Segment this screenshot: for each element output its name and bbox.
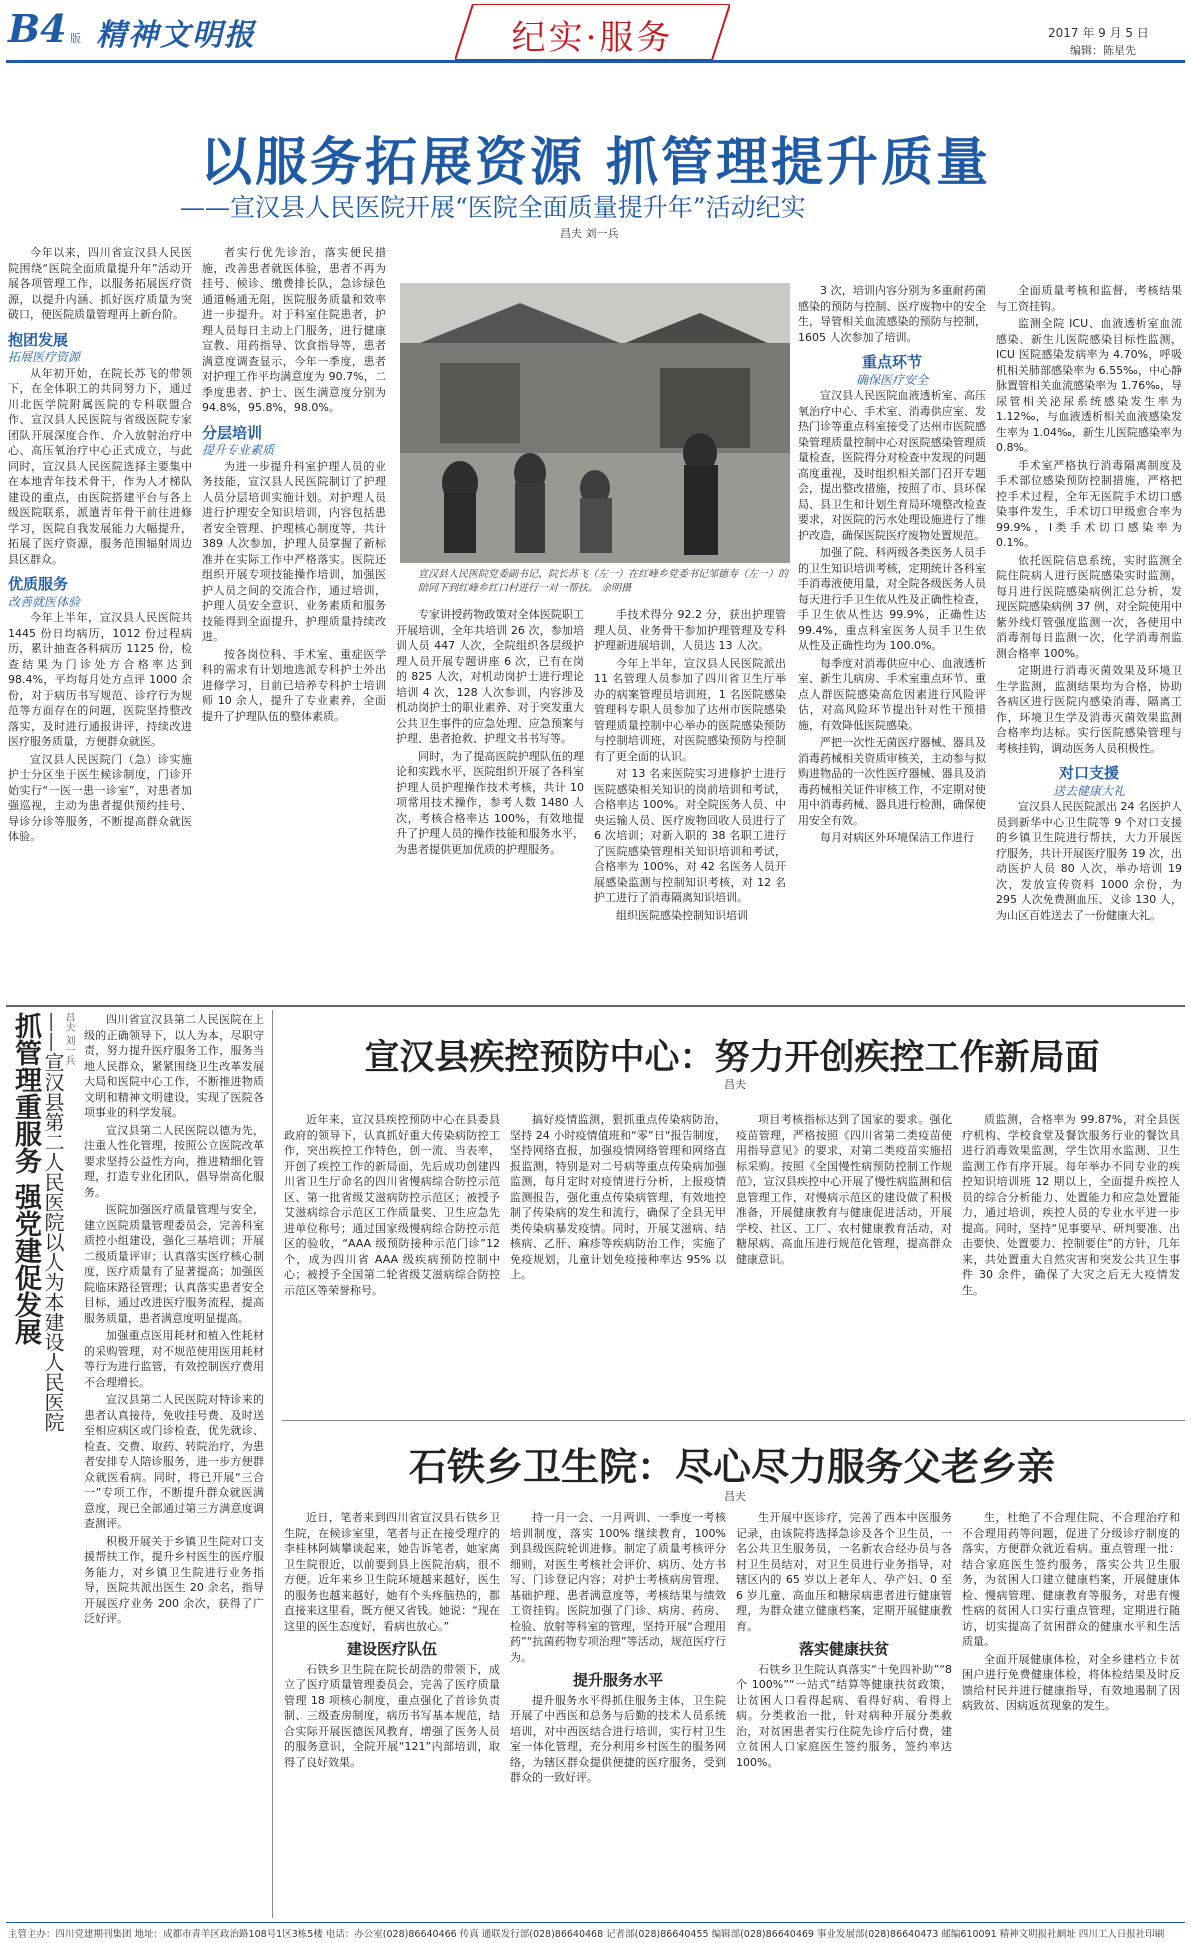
footer-info: 主管主办：四川党建期刊集团 地址：成都市青羊区政治路108号1区3栋5楼 电话：办公室(028)86640466 传真 通联发行部(028)86640468 记者部(028)86640455 编辑部(028)86640469 事业发展部(028)86640473 邮编610091 精神文明报社網址 四川工人日报社印刷 <box>8 1929 1165 1940</box>
article2-column <box>84 1012 264 1917</box>
article2-divider <box>272 1010 273 1918</box>
paragraph: 宣汉县人民医院血液透析室、高压氧治疗中心、手术室、消毒供应室、发热门诊等重点科室接受了达州市医院感染管理质量控制中心对医院感染管理质量检查，医院得分对检查中发现的问题高度重视，及时组织相关部门召开专题会，提出整改措施，按照了市、县环保局、县卫生和计划生育局环境整改检查要求，对医院的污水处理设施进行了维护改造，确保医院医疗废物处置规范。 <box>798 389 986 542</box>
article2-vertical-subtitle: ——宣汉县第二人民医院以人为本建设人民医院 <box>41 1012 65 1432</box>
subhead-key-links: 重点环节 <box>861 353 922 371</box>
paragraph: 对 13 名来医院实习进修护士进行医院感染相关知识的岗前培训和考试，合格率达 100%。对全院医务人员、中央运输人员、医疗废物回收人员进行了 6 次培训；对新入职的 38 名职工进行了医院感染管理相关知识培训和考试，合格率为 100%，对 42 名医务人员开展感染监测与控制知识考核，对 12 名护工进行了消毒隔离知识培训。 <box>594 767 786 904</box>
paragraph: 者实行优先诊治，落实便民措施，改善患者就医体验，患者不再为挂号、候诊、缴费排长队，急诊绿色通道畅通无阻，医院服务质量和效率进一步提升。对于科室住院患者，护理人员每日主动上门服务，进行健康宣教、用药指导、饮食指导等，患者满意度调查显示，今年一季度，患者对护理工作平均满意度为 90.7%，二季度患者、护士、医生满意度分别为 94.8%，95.8%，98.0%。 <box>202 246 386 414</box>
paragraph: 专家讲授药物政策对全体医院职工开展培训，全年共培训 26 次，参加培训人员 447 人次，全院组织各层级护理人员开展专题讲座 6 次，已有在岗的 825 人次，对机动岗护士进行理论培训 4 次，128 人次参训，内容涉及机动岗护士的职业素养、对于突发重大公共卫生事件的应急处理、应急预案与护理、患者抢救、护理文书书写等。 <box>396 608 584 745</box>
paragraph: 今年上半年，宣汉县人民医院共 1445 份日均病历，1012 份过程病历，累计抽查各科病历 1125 份，检查结果为门诊处方合格率达到 98.4%，平均每月处方点评 1000 余份，对于病历书写规范、诊疗行为规范等方面存在的问题，医院坚持整改落实，及时进行通报讲评，持续改进医疗服务质量，方便群众就医。 <box>8 611 192 748</box>
photo-caption: 宣汉县人民医院党委副书记、院长苏飞（左一）在红峰乡党委书记邹德寿（左一）的陪同下到红峰乡红口村进行一对一帮扶。 余明摄 <box>418 569 788 594</box>
subhead-quality-service-sub: 改善就医体验 <box>8 594 81 609</box>
issue-date: 2017 年 9 月 5 日 <box>1048 26 1149 40</box>
page-number: B4 <box>8 6 67 51</box>
paragraph: 医院加强医疗质量管理与安全，建立医院质量管理委员会，完善科室质控小组建设，强化三基培训；开展二级质量评审；认真落实医疗核心制度，医疗质量有了显著提高；加强医院临床路径管理；认真落实患者安全目标，通过改进医疗服务流程，提高服务质量，患者满意度明显提高。 <box>84 1203 264 1325</box>
paragraph: 宣汉县人民医院派出 24 名医护人员到新华中心卫生院等 9 个对口支援的乡镇卫生院进行帮扶，大力开展医疗服务，共计开展医疗服务 19 次，出动医护人员 80 人次，举办培训 19 次，发放宣传资料 1000 余份，为 295 人次免费测血压、义诊 130 人，为山区百姓送去了一份健康大礼。 <box>996 800 1182 922</box>
paragraph: 手术室严格执行消毒隔离制度及手术部位感染预防控制措施，严格把控手术过程，全年无医院手术切口感染事件发生，手术切口甲级愈合率为 99.9%，Ⅰ类手术切口感染率为 0.1%。 <box>996 458 1182 549</box>
paragraph: 近日，笔者来到四川省宣汉县石铁乡卫生院，在候诊室里，笔者与正在接受理疗的李桂林阿姨攀谈起来，她告诉笔者，她家离卫生院很近，以前要到县上医院治病，很不方便。近年来乡卫生院环境越来越好，医生的服务也越来越好，她有个头疼脑热的，都直接来这里看，既方便又省钱。她说：“现在这里的医生态度好，看病也放心。” <box>284 1511 500 1633</box>
paragraph: 宣汉县第二人民医院对特诊来的患者认真接待，免收挂号费、及时送至相应病区或门诊检查，优先就诊、检查、交费、取药、转院治疗，为患者安排专人陪诊服务，进一步方便群众就医看病。同时，将已开展“三合一”专项工作，不断提升群众就医满意度，现已全部通过第三方满意度调查测评。 <box>84 1393 264 1530</box>
article3-column-2 <box>510 1112 726 1412</box>
article4-column-1 <box>284 1510 500 1918</box>
paragraph: 宣汉县人民医院门（急）诊实施护士分区坐于医生候诊制度，门诊开始实行“一医一患一诊室”，对患者加强巡视，主动为患者提供预约挂号、导诊分诊等服务，不断提高群众就医体验。 <box>8 752 192 843</box>
section-title: 纪实·服务 <box>511 18 674 58</box>
article3-column-4 <box>962 1112 1180 1412</box>
paragraph: 手技术得分 92.2 分，获出护理管理人员、业务骨干参加护理管理及专科护理新进展培训，人员达 13 人次。 <box>594 608 786 652</box>
subhead-health-poverty: 落实健康扶贫 <box>798 1640 889 1658</box>
article1-column-3 <box>396 607 584 993</box>
paragraph: 质监测，合格率为 99.87%，对全县医疗机构、学校食堂及餐饮服务行业的餐饮具进行消毒效果监测，学生饮用水监测、卫生监测工作有序开展。每年举办不同专业的疾控知识培训班 12 期以上，全面提升疾控人员的综合分析能力、处置能力和应急处置能力，通过培训，疾控人员的专业水平进一步提高。同时，坚持“见事要早、研判要准、出击要快、处置要力、控制要住”的方针，几年来，共处置重大自然灾害和突发公共卫生事件 30 余件，确保了大灾之后无大疫情发生。 <box>962 1113 1180 1297</box>
page-number-suffix: 版 <box>70 32 81 45</box>
article1-byline: 昌夫 刘一兵 <box>560 227 619 240</box>
paragraph: 全面质量考核和监督，考核结果与工资挂钩。 <box>996 284 1182 313</box>
paragraph: 生，杜绝了不合理住院、不合理治疗和不合理用药等问题，促进了分级诊疗制度的落实，方便群众就近看病。重点管理一批：结合家庭医生签约服务，落实公共卫生服务，为贫困人口建立健康档案，开展健康体检、慢病管理、健康教育等服务，对患有慢性病的贫困人口实行重点管理，定期进行随访，切实提高了贫困群众的健康水平和生活质量。 <box>962 1511 1180 1648</box>
subhead-support-sub: 送去健康大礼 <box>1052 783 1125 798</box>
paragraph: 每月对病区外环境保洁工作进行 <box>820 831 974 844</box>
article3-column-1 <box>284 1112 500 1412</box>
article1-column-4 <box>594 607 786 993</box>
paragraph: 积极开展关于乡镇卫生院对口支援帮扶工作，提升乡村医生的医疗服务能力，对乡镇卫生院进行业务指导，医院共派出医生 20 余名，指导开展医疗业务 200 余次，获得了广泛好评。 <box>84 1534 264 1625</box>
article1-intro: 今年以来，四川省宣汉县人民医院围绕“医院全面质量提升年”活动开展各项管理工作，以服务拓展医疗资源，以提升内涵、抓好医疗质量为突破口，使医院质量管理再上新台阶。 <box>8 246 192 321</box>
article1-column-6 <box>996 283 1182 993</box>
subhead-support: 对口支援 <box>1058 764 1119 782</box>
paragraph: 严把一次性无菌医疗器械、器具及消毒药械相关资质审核关，主动参与拟购进物品的一次性医疗器械、器具及消毒药械相关证件审核工作，不定期对使用中消毒药械、器具进行检测，确保使用安全有效。 <box>798 736 986 827</box>
editor-credit: 编辑：陈星先 <box>1070 44 1136 57</box>
paragraph: 近年来，宣汉县疾控预防中心在县委县政府的领导下，认真抓好重大传染病防控工作，突出疾控工作特色，创一流、当表率，开创了疾控工作的新局面，先后成功创建四川省卫生厅命名的四川省慢病综合防控示范区、第一批省级艾滋病防控示范区；被授予艾滋病综合示范区工作质量奖、卫生应急先进单位称号；通过国家级慢病综合防控示范区的验收，“AAA 级预防接种示范门诊”12 个，成为四川省 AAA 级疾病预防控制中心；被授予全国第二轮省级艾滋病综合防控示范区等荣誉称号。 <box>284 1113 500 1297</box>
paper-name: 精神文明报 <box>96 18 256 53</box>
article3-title: 宣汉县疾控预防中心：努力开创疾控工作新局面 <box>364 1037 1100 1078</box>
paragraph: 宣汉县第二人民医院以德为先，注重人性化管理，按照公立医院改革要求坚持公益性方向，推进精细化管理，打造专业化团队，倡导崇高化服务。 <box>84 1123 264 1199</box>
paragraph: 加强了院、科两级各类医务人员手的卫生知识培训考核，定期统计各科室手消毒液使用量，对全院各级医务人员每天进行手卫生依从性及正确性检查，手卫生依从性达 99.9%，正确性达 99.4%，重点科室医务人员手卫生依从性及正确性均为 100.0%。 <box>798 546 986 652</box>
page-header <box>0 0 1191 68</box>
paragraph: 依托医院信息系统，实时监测全院住院病人进行医院感染实时监测，每月进行医院感染病例汇总分析，发现医院感染病例 37 例，对全院使用中紫外线灯管强度监测一次，各使用中消毒剂每日监测一次，化学消毒剂监测合格率 100%。 <box>996 553 1182 660</box>
article4-byline: 昌夫 <box>724 1490 746 1503</box>
paragraph: 定期进行消毒灭菌效果及环境卫生学监测，监测结果均为合格，协助各病区进行医院内感染消毒、隔离工作，环境卫生学及消毒灭菌效果监测合格率均达标。实行医院感染管理与考核挂钩，调动医务人员积极性。 <box>996 664 1182 755</box>
article4-column-3 <box>736 1510 952 1918</box>
article3-column-3 <box>736 1112 952 1412</box>
paragraph: 石铁乡卫生院认真落实“十免四补助”“8 个 100%”“一站式”结算等健康扶贫政策，让贫困人口看得起病、看得好病、看得上病。分类救治一批，针对病种开展分类救治，对贫困患者实行住院先诊疗后付费，建立贫困人口家庭医生签约服务，签约率达 100%。 <box>736 1662 952 1769</box>
paragraph: 生开展中医诊疗，完善了西本中医服务记录，由该院将选择急诊及各个卫生员，一名公共卫生服务员，一名新农合经办员与各村卫生员结对，对卫生员进行业务指导，对辖区内的 65 岁以上老年人、孕产妇、0 至 6 岁儿童、高血压和糖尿病患者进行健康管理，为群众建立健康档案，定期开展健康教育。 <box>736 1511 952 1633</box>
footer-rule <box>6 1922 1185 1923</box>
paragraph: 全面开展健康体检，对全乡建档立卡贫困户进行免费健康体检，将体检结果及时反馈给村民并进行健康指导，有效地遏制了因病致贫、因病返贫现象的发生。 <box>962 1652 1180 1712</box>
article3-byline: 昌夫 <box>724 1078 746 1091</box>
subhead-cooperation-sub: 拓展医疗资源 <box>8 350 81 364</box>
paragraph: 为进一步提升科室护理人员的业务技能，宣汉县人民医院制订了护理人员分层培训实施计划。对护理人员进行护理安全知识培训，内容包括患者安全管理、护理核心制度等，共计 389 人次参加，护理人员掌握了新标准并在实际工作中严格落实。医院还组织开展专项技能操作培训，加强医护人员之间的交流合作，通过培训，护理人员安全意识、业务素质和服务技能得到全面提升，护理质量持续改进。 <box>202 459 386 643</box>
paragraph: 加强重点医用耗材和植入性耗材的采购管理，对不规范使用医用耗材等行为进行监管，有效控制医疗费用不合理增长。 <box>84 1329 264 1389</box>
subhead-cooperation: 抱团发展 <box>8 330 69 349</box>
paragraph: 组织医院感染控制知识培训 <box>616 908 748 922</box>
paragraph: 提升服务水平得抓住服务主体，卫生院开展了中西医和总务与后勤的技术人员系统培训，对中西医结合进行培训，实行村卫生室一体化管理，充分利用乡村医生的服务网络，为辖区群众提供便捷的医疗服务，受到群众的一致好评。 <box>510 1693 726 1784</box>
paragraph: 3 次，培训内容分别为多重耐药菌感染的预防与控制、医疗废物中的安全生，导管相关血流感染的预防与控制，1605 人次参加了培训。 <box>798 284 986 344</box>
section-divider <box>282 1420 1185 1421</box>
article1-column-1 <box>8 245 192 993</box>
article2-byline: 昌夫 刘一兵 <box>63 1012 74 1066</box>
paragraph: 监测全院 ICU、血液透析室血流感染、新生儿医院感染目标性监测，ICU 医院感染发病率为 4.70%，呼吸机相关肺部感染率为 6.55‰，中心静脉置管相关血流感染率为 1.76‰，导尿管相关泌尿系统感染发生率为 1.12‰，与血液透析相关血液感染发生率为 1.04‰，新生儿医院感染率为 0.8%。 <box>996 317 1182 454</box>
article4-column-4 <box>962 1510 1180 1918</box>
paragraph: 今年上半年，宣汉县人民医院派出 11 名管理人员参加了四川省卫生厅举办的病案管理员培训班，1 名医院感染管理科专职人员参加了达州市医院感染管理质量控制中心举办的医院感染预防与控制培训班，对医院感染预防与控制有了更全面的认识。 <box>594 656 786 763</box>
paragraph: 按各岗位科、手术室、重症医学科的需求有计划地选派专科护士外出进修学习，目前已培养专科护士培训师 10 余人，提升了专业素养，全面提升了护理队伍的整体素质。 <box>202 647 386 723</box>
subhead-training: 分层培训 <box>202 423 263 442</box>
subhead-service-level: 提升服务水平 <box>572 1671 663 1689</box>
photo-village-visit <box>400 283 790 563</box>
section-divider <box>6 1005 1185 1007</box>
header-rule <box>6 60 1185 63</box>
paragraph: 搞好疫情监测，狠抓重点传染病防治，坚持 24 小时疫情值班和“零”日“报告制度，坚持网络直报，加强疫情网络管理和网络直报监测，特别是对二号病等重点传染病加强监测，每月定时对疫情进行分析，上报疫情监测报告，强化重点传染病管理，有效地控制了传染病的发生和流行，确保了全县无甲类传染病暴发疫情。同时，开展艾滋病、结核病、乙肝、麻疹等疾病防治工作，实施了免疫规划，儿童计划免疫接种率达 95% 以上。 <box>510 1113 726 1281</box>
paragraph: 石铁乡卫生院在院长胡浩的带领下，成立了医疗质量管理委员会，完善了医疗质量管理 18 项核心制度，重点强化了首诊负责制、三级查房制度，病历书写基本规范，结合实际开展医德医风教育，增强了医务人员的服务意识，全院开展“121”内部培训，取得了良好效果。 <box>284 1662 500 1769</box>
paragraph: 每季度对消毒供应中心、血液透析室、新生儿病房、手术室重点环节、重点人群医院感染高危因素进行风险评估，对高风险环节提出针对性干预措施，有效降低医院感染。 <box>798 656 986 732</box>
paragraph: 从年初开始，在院长苏飞的带领下，在全体职工的共同努力下，通过川北医学院附属医院的专科联盟合作、宣汉县人民医院与省级医院专家团队开展深度合作、介入放射治疗中心、高压氧治疗中心正式成立，与此同时，宣汉县人民医院选择主要集中在本地青年技术骨干，作为人才梯队建设的重点，由医院搭建平台与各上级医院联系，派遣青年骨干前往进修学习，医院自我发展能力大幅提升，拓展了医疗资源，服务范围辐射周边县区群众。 <box>8 366 192 566</box>
article4-column-2 <box>510 1510 726 1918</box>
paragraph: 四川省宣汉县第二人民医院在上级的正确领导下，以人为本，尽职守责，努力提升医疗服务工作，服务当地人民群众，紧紧围绕卫生改革发展大局和医院中心工作，不断推进物质文明和精神文明建设，实现了医院各项事业的科学发展。 <box>84 1013 264 1119</box>
paragraph: 持一月一会、一月两训、一季度一考核培训制度，落实 100% 继续教育，100% 到县级医院轮训进修。制定了质量考核评分细则，对医生考核社会评价、病历、处方书写、门诊登记内容；对护士考核病房管理、基础护理、患者满意度等，考核结果与绩效工资挂钩。医院加强了门诊、病房、药房、检验、放射等科室的管理，坚持开展“合理用药”“抗菌药物专项治理”等活动，规范医疗行为。 <box>510 1511 726 1664</box>
article1-column-2 <box>202 245 386 993</box>
article1-column-5 <box>798 283 986 993</box>
paragraph: 项目考核指标达到了国家的要求。强化疫苗管理，严格按照《四川省第二类疫苗使用指导意见》的要求，对第二类疫苗实施招标采购。按照《全国慢性病预防控制工作规范》，宣汉县疾控中心开展了慢性病监测和信息管理工作，对慢病示范区的建设做了积极准备，开展健康教育与健康促进活动，开展学校、社区、工厂、农村健康教育活动，对糖尿病、高血压进行规范化管理，提高群众健康意识。 <box>736 1113 952 1266</box>
subhead-training-sub: 提升专业素质 <box>202 443 275 457</box>
subhead-medical-team: 建设医疗队伍 <box>346 1640 437 1658</box>
section-banner <box>455 4 730 60</box>
article1-subtitle: ——宣汉县人民医院开展“医院全面质量提升年”活动纪实 <box>180 193 806 222</box>
article4-title: 石铁乡卫生院：尽心尽力服务父老乡亲 <box>408 1444 1055 1489</box>
article2-vertical-title: 抓管理重服务 强党建促发展 <box>10 1012 41 1346</box>
subhead-quality-service: 优质服务 <box>8 575 69 593</box>
article1-photo <box>400 283 790 563</box>
paragraph: 同时，为了提高医院护理队伍的理论和实践水平，医院组织开展了各科室护理人员护理操作技术考核，共计 10 项常用技术操作，参考人数 1480 人次，考核合格率达 100%，有效地提升了护理人员的操作技能和服务水平，为患者提供更加优质的护理服务。 <box>396 749 584 856</box>
article1-title: 以服务拓展资源 抓管理提升质量 <box>199 132 992 193</box>
subhead-key-links-sub: 确保医疗安全 <box>855 372 928 387</box>
